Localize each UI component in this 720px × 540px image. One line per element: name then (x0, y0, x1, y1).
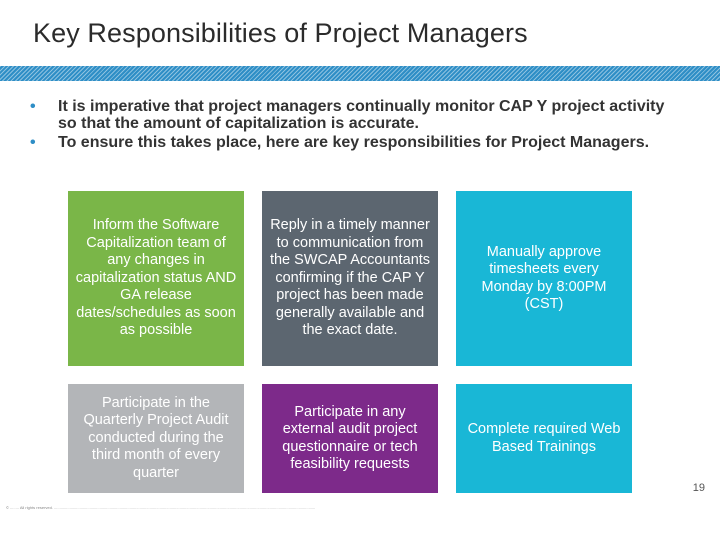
header-stripe (0, 66, 720, 81)
responsibility-text: Participate in any external audit project questionnaire or tech feasibility requests (282, 403, 418, 472)
bullet-item (28, 98, 668, 132)
responsibility-text: Inform the Software Capitalization team of any changes in capitalization status AND GA release dates/schedules as soon as possible (75, 217, 237, 339)
bullet-list (28, 98, 668, 153)
responsibility-box-approve-timesheets (456, 191, 632, 366)
bullet-dot-icon: • (30, 134, 36, 151)
responsibility-text: Complete required Web Based Trainings (467, 421, 621, 455)
bullet-dot-icon: • (30, 98, 36, 115)
responsibility-box-reply-timely (262, 191, 438, 366)
bullet-item (28, 134, 668, 151)
responsibility-text: Manually approve timesheets every Monday by 8:00PM (CST) (481, 243, 607, 312)
footer-copyright: © ........ All rights reserved. ........................................................................................................................................................................................................................................... (6, 505, 316, 510)
bullet-text: It is imperative that project managers continually monitor CAP Y project activity so that the amount of capitalization is accurate. (58, 98, 665, 132)
responsibility-box-quarterly-audit (68, 384, 244, 493)
responsibility-text: Participate in the Quarterly Project Audit conducted during the third month of every quarter (83, 394, 229, 481)
slide-title: Key Responsibilities of Project Managers (33, 18, 528, 48)
responsibility-box-external-audit (262, 384, 438, 493)
page-number: 19 (692, 482, 705, 494)
responsibility-text: Reply in a timely manner to communication from the SWCAP Accountants confirming if the CAP Y project has been made generally available and the exact date. (269, 217, 431, 339)
responsibility-box-inform-team (68, 191, 244, 366)
bullet-text: To ensure this takes place, here are key responsibilities for Project Managers. (58, 134, 650, 151)
responsibility-box-web-trainings (456, 384, 632, 493)
